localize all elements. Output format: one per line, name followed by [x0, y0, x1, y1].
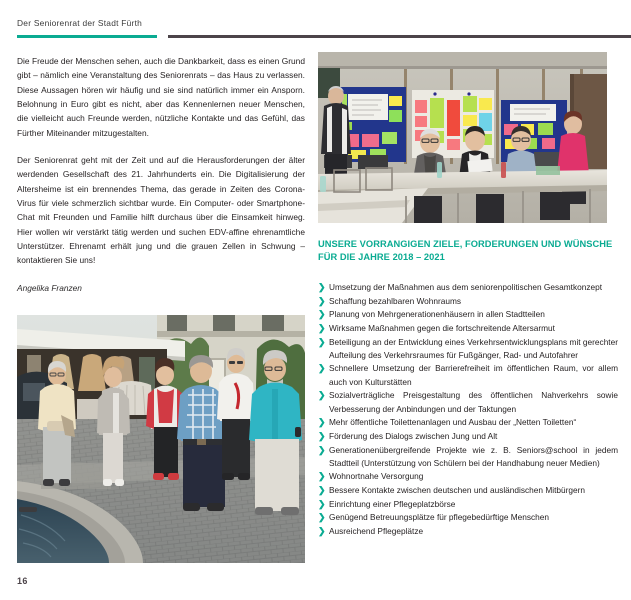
goal-item-label: Genügend Betreuungsplätze für pflegebedürftige Menschen	[329, 512, 550, 523]
goal-item-label: Planung von Mehrgenerationenhäusern in allen Stadtteilen	[329, 309, 545, 320]
goal-item	[318, 444, 618, 471]
goal-item-label: Einrichtung einer Pflegeplatzbörse	[329, 498, 456, 509]
goal-item	[318, 498, 618, 511]
chevron-right-icon: ❯	[318, 471, 326, 482]
goal-item	[318, 295, 618, 308]
meeting-photo-graphic	[318, 52, 607, 223]
goal-item-label: Schaffung bezahlbaren Wohnraums	[329, 295, 462, 306]
chevron-right-icon: ❯	[318, 525, 326, 536]
goal-item-label: Schnellere Umsetzung der Barrierefreiheit im öffentlichen Raum, vor allem auch von Kulturstätten	[329, 363, 618, 387]
chevron-right-icon: ❯	[318, 430, 326, 441]
meeting-photo	[318, 52, 607, 223]
chevron-right-icon: ❯	[318, 498, 326, 509]
goal-item-label: Förderung des Dialogs zwischen Jung und Alt	[329, 430, 498, 441]
chevron-right-icon: ❯	[318, 444, 326, 455]
chevron-right-icon: ❯	[318, 295, 326, 306]
chevron-right-icon: ❯	[318, 336, 326, 347]
goals-heading	[318, 238, 618, 264]
goal-item-label: Bessere Kontakte zwischen deutschen und ausländischen Mitbürgern	[329, 485, 585, 496]
page-header	[0, 0, 631, 40]
article-text-column	[17, 54, 305, 295]
goal-item-label: Umsetzung der Maßnahmen aus dem seniorenpolitischen Gesamtkonzept	[329, 282, 603, 292]
goals-heading-line-2: FÜR DIE JAHRE 2018 – 2021	[318, 252, 445, 263]
goal-item-label: Mehr öffentliche Toilettenanlagen und Ausbau der „Netten Toiletten“	[329, 417, 577, 428]
goal-item-label: Beteiligung an der Entwicklung eines Verkehrsentwicklungsplans mit gerechter Aufteilung des Verkehrsraumes für Fußgänger, Rad- und Autofahrer	[329, 336, 618, 360]
page-header-title: Der Seniorenrat der Stadt Fürth	[17, 18, 143, 28]
goal-item	[318, 511, 618, 524]
chevron-right-icon: ❯	[318, 485, 326, 496]
goal-item	[318, 389, 618, 416]
chevron-right-icon: ❯	[318, 390, 326, 401]
goals-list	[318, 281, 618, 539]
goal-item-label: Wohnortnahe Versorgung	[329, 471, 424, 482]
group-photo	[17, 315, 305, 563]
goal-item	[318, 484, 618, 497]
goal-item	[318, 336, 618, 363]
goal-item	[318, 470, 618, 483]
goal-item	[318, 525, 618, 538]
page-number: 16	[17, 576, 28, 586]
goal-item-label: Generationenübergreifende Projekte wie z. B. Seniors@school in jedem Stadtteil (Unterstützung von Schülern bei der Handhabung neuer Medien)	[329, 444, 618, 468]
goals-heading-line-1: UNSERE VORRANGIGEN ZIELE, FORDERUNGEN UND WÜNSCHE	[318, 239, 613, 249]
header-rule-dark	[168, 35, 631, 38]
chevron-right-icon: ❯	[318, 512, 326, 523]
chevron-right-icon: ❯	[318, 282, 326, 292]
article-paragraph-2: Der Seniorenrat geht mit der Zeit und auf die Herausforderungen der älter werdenden Gesellschaft des 21. Jahrhunderts ein. Die Digitalisierung der Altersheime ist ein brennendes Thema, das gerade in Zeiten des Corona-Virus für viele schmerzlich sichtbar wurde. Ein Computer- oder Smartphone-Chat mit Freunden und Familie hilft durchaus über die Einsamkeit hinweg. Hier wollen wir verstärkt tätig werden und suchen EDV-affine ehrenamtliche Unterstützer. Ehrenamt erhält jung und die grauen Zellen in Schwung – kontaktieren Sie uns!	[17, 155, 305, 266]
group-photo-graphic	[17, 315, 305, 563]
goal-item	[318, 281, 618, 294]
article-paragraph-1: Die Freude der Menschen sehen, auch die Dankbarkeit, dass es einen Grund gibt – nämlich eine Veranstaltung des Seniorenrats – das Haus zu verlassen. Diese Aussagen hören wir häufig und sie sind natürlich immer ein Ansporn. Belohnung in Euro gibt es nicht, aber das Kennenlernen neuer Menschen, die vielleicht auch Freunde werden, nützliche Kontakte und das Gefühl, das Fürther Miteinander mitzugestalten.	[17, 56, 305, 138]
goal-item	[318, 322, 618, 335]
goal-item-label: Sozialverträgliche Preisgestaltung des öffentlichen Nahverkehrs sowie Verbesserung der Anbindungen und der Taktungen	[329, 390, 618, 414]
goal-item	[318, 430, 618, 443]
goal-item	[318, 362, 618, 389]
chevron-right-icon: ❯	[318, 363, 326, 374]
goal-item	[318, 416, 618, 429]
goal-item-label: Wirksame Maßnahmen gegen die fortschreitende Altersarmut	[329, 322, 555, 333]
article-signature: Angelika Franzen	[17, 282, 82, 293]
chevron-right-icon: ❯	[318, 309, 326, 320]
header-rule-teal	[17, 35, 157, 38]
goal-item	[318, 308, 618, 321]
chevron-right-icon: ❯	[318, 417, 326, 428]
goal-item-label: Ausreichend Pflegeplätze	[329, 525, 424, 536]
chevron-right-icon: ❯	[318, 322, 326, 333]
